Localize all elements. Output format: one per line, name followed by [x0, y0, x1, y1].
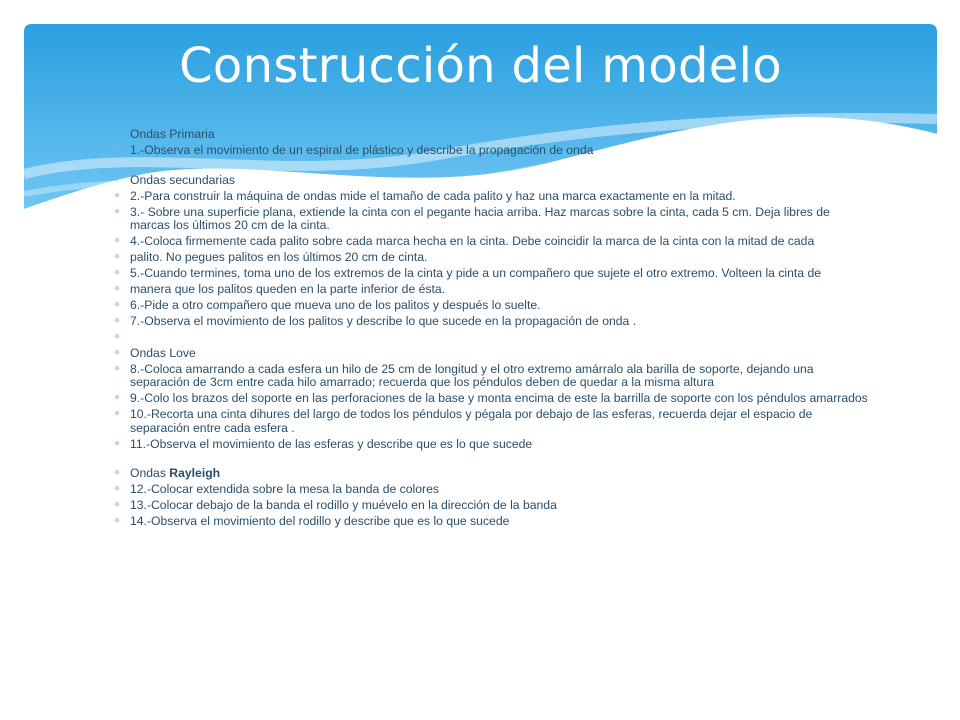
list-item-text: 5.-Cuando termines, toma uno de los extremos de la cinta y pide a un compañero que sujete el otro extremo. Volteen la cinta de	[130, 266, 822, 280]
list-item-text: Ondas secundarias	[130, 172, 236, 187]
list-item-text: 8.-Coloca amarrando a cada esfera un hilo de 25 cm de longitud y el otro extremo amárralo ala barilla de soporte, dejando una separación de 3cm entre cada hilo amarrado; recuerda que los péndulos deben de quedar a la misma altura	[130, 361, 814, 389]
asterisk-bullet-icon: ✳	[113, 484, 121, 493]
list-item	[112, 299, 872, 313]
list-item	[112, 438, 872, 452]
asterisk-bullet-icon: ✳	[113, 252, 121, 261]
asterisk-bullet-icon: ✳	[113, 206, 121, 216]
asterisk-bullet-icon: ✳	[113, 393, 121, 402]
asterisk-bullet-icon: ✳	[113, 300, 121, 309]
list-item	[112, 235, 872, 249]
list-item	[112, 128, 872, 142]
slide-title: Construcción del modelo	[179, 38, 782, 94]
list-item	[112, 144, 872, 158]
list-item-text: Ondas	[130, 466, 170, 480]
list-item	[112, 283, 872, 297]
list-item-text: 7.-Observa el movimiento de los palitos y describe lo que sucede en la propagación de onda .	[130, 314, 637, 328]
list-item	[112, 408, 872, 435]
asterisk-bullet-icon: ✳	[113, 347, 121, 357]
asterisk-bullet-icon: ✳	[113, 332, 121, 341]
asterisk-bullet-icon: ✳	[113, 236, 121, 245]
asterisk-bullet-icon: ✳	[113, 438, 121, 448]
asterisk-bullet-icon: ✳	[113, 516, 121, 525]
asterisk-bullet-icon: ✳	[113, 268, 121, 277]
list-item	[112, 331, 872, 344]
list-item-text: manera que los palitos queden en la parte inferior de ésta.	[130, 282, 446, 296]
list-item-text: 14.-Observa el movimiento del rodillo y describe que es lo que sucede	[130, 514, 510, 528]
list-item-text: palito. No pegues palitos en los últimos 20 cm de cinta.	[130, 250, 428, 264]
asterisk-bullet-icon: ✳	[113, 409, 121, 418]
list-item	[112, 467, 872, 481]
list-item	[112, 499, 872, 513]
list-item	[112, 392, 872, 406]
list-item	[112, 483, 872, 497]
list-item-text: 4.-Coloca firmemente cada palito sobre cada marca hecha en la cinta. Debe coincidir la marca de la cinta con la mitad de cada	[130, 234, 815, 248]
list-item	[112, 315, 872, 329]
list-item-text: 11.-Observa el movimiento de las esferas y describe que es lo que sucede	[130, 436, 533, 451]
list-item-text: 9.-Colo los brazos del soporte en las perforaciones de la base y monta encima de este la barrilla de soporte con los péndulos amarrados	[130, 391, 868, 405]
asterisk-bullet-icon: ✳	[113, 174, 121, 184]
list-item-text: 10.-Recorta una cinta dihures del largo de todos los péndulos y pégala por debajo de las esferas, recuerda dejar el espacio de separación entre cada esfera .	[130, 407, 813, 435]
asterisk-bullet-icon: ✳	[113, 363, 121, 373]
list-item-text: 2.-Para construir la máquina de ondas mide el tamaño de cada palito y haz una marca exactamente en la mitad.	[130, 188, 736, 203]
asterisk-bullet-icon: ✳	[113, 468, 121, 477]
asterisk-bullet-icon: ✳	[113, 284, 121, 293]
list-item	[112, 267, 872, 281]
list-item-text: Ondas Love	[130, 345, 196, 360]
list-item-text: 3.- Sobre una superficie plana, extiende la cinta con el pegante hacia arriba. Haz marcas sobre la cinta, cada 5 cm. Deja libres de marcas los últimos 20 cm de la cinta.	[130, 204, 830, 232]
list-item	[112, 363, 872, 390]
list-item	[112, 190, 872, 204]
list-item-text: 6.-Pide a otro compañero que mueva uno de los palitos y después lo suelte.	[130, 298, 541, 312]
asterisk-bullet-icon: ✳	[113, 500, 121, 509]
list-item	[112, 251, 872, 265]
list-item-text: Ondas Primaria	[130, 127, 215, 141]
list-item-text: 13.-Colocar debajo de la banda el rodillo y muévelo en la dirección de la banda	[130, 498, 557, 512]
list-item	[112, 347, 872, 361]
asterisk-bullet-icon: ✳	[113, 316, 121, 325]
list-item	[112, 515, 872, 529]
content-list	[112, 128, 872, 531]
list-item-text: 1.-Observa el movimiento de un espiral de plástico y describe la propagación de onda	[130, 143, 594, 157]
list-item	[112, 206, 872, 233]
list-item-bold-text: Rayleigh	[169, 466, 221, 480]
list-item-text: 12.-Colocar extendida sobre la mesa la banda de colores	[130, 482, 439, 496]
list-item	[112, 174, 872, 188]
asterisk-bullet-icon: ✳	[113, 190, 121, 200]
asterisk-bullet-icon: ✳	[113, 145, 121, 154]
